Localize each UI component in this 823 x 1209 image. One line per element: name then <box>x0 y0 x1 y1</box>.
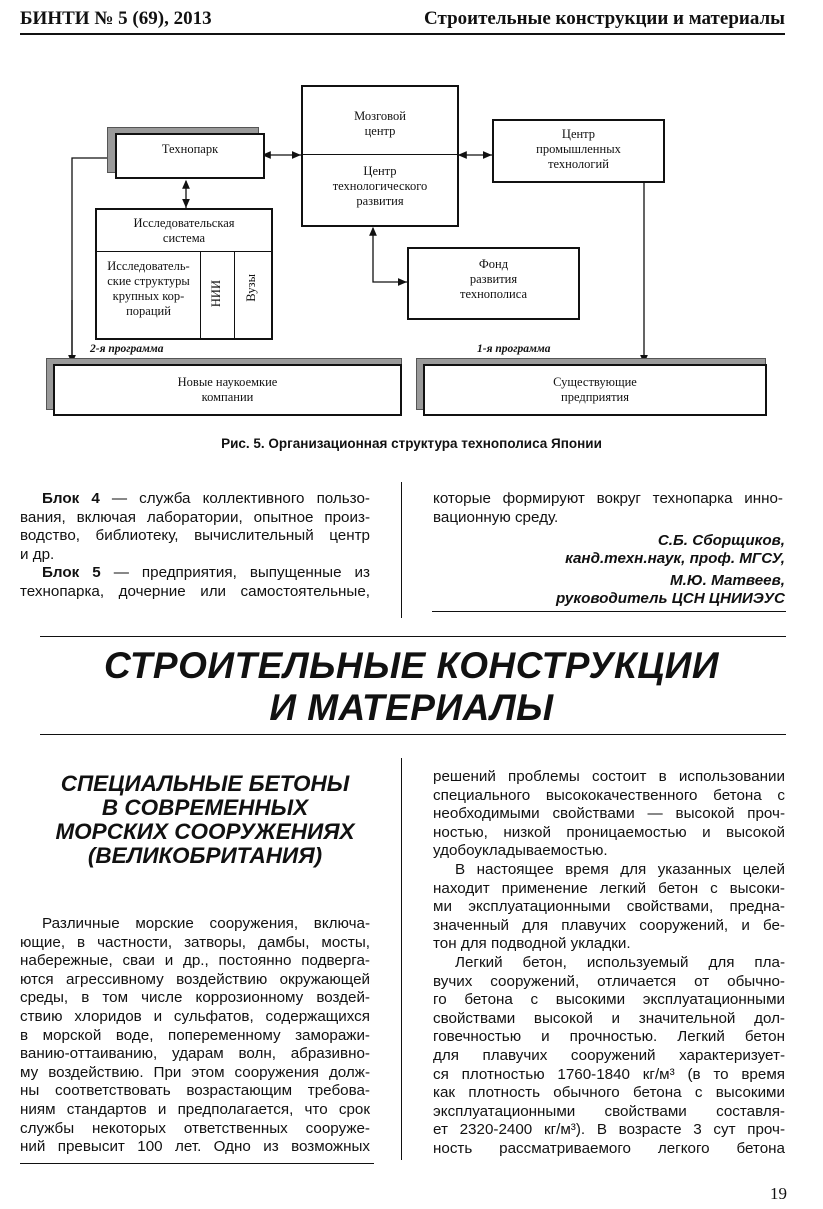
left-line-7: ванию-оттаиванию, ударам волн, абразивно- <box>20 1045 370 1063</box>
corp-research-line4: пораций <box>126 304 171 318</box>
left-line-8: му воздействию. При этом сооружения долж- <box>20 1063 370 1081</box>
block5-label: Блок 5 <box>42 564 101 582</box>
upper-column-rule <box>401 482 402 618</box>
right-line-2: необходимыми свойствами — высокой проч- <box>433 805 785 823</box>
existing-box <box>423 364 767 416</box>
right-line-15: для плавучих сооружений характеризует- <box>433 1046 785 1064</box>
right-line-12: го бетона с высокими эксплуатационными <box>433 991 785 1009</box>
org-structure-diagram <box>0 0 823 430</box>
right-line-18: эксплуатационными свойствами составля- <box>433 1102 785 1120</box>
right-line-14: говечностью и прочностью. Легкий бетон <box>433 1028 785 1046</box>
article-title-line4: (ВЕЛИКОБРИТАНИЯ) <box>87 843 323 868</box>
fund-box <box>407 247 580 320</box>
article-title-line3: МОРСКИХ СООРУЖЕНИЯХ <box>55 819 355 844</box>
new-companies-line1: Новые наукоемкие <box>177 375 278 389</box>
right-line-6: находит применение легкий бетон с высоки- <box>433 879 785 897</box>
vuzy-label: Вузы <box>244 274 258 302</box>
right-line-7: ми эксплуатационными свойствами, предна- <box>433 898 785 916</box>
program1-label: 1-я программа <box>477 343 551 355</box>
industrial-center-box <box>492 119 665 183</box>
author-rule <box>432 611 786 612</box>
right-line-4: удобоукладываемостью. <box>433 842 608 860</box>
existing-line2: предприятия <box>561 390 629 404</box>
block4-line2: вания, включая лаборатории, опытное произ- <box>20 508 370 526</box>
right-line-1: специального высококачественного бетона с <box>433 786 785 804</box>
section-title-line1: СТРОИТЕЛЬНЫЕ КОНСТРУКЦИИ <box>104 645 719 686</box>
left-line-11: службы некоторых ответственных сооруже- <box>20 1119 370 1137</box>
corp-research-line1: Исследователь- <box>107 259 190 273</box>
journal-issue: БИНТИ № 5 (69), 2013 <box>20 8 212 29</box>
right-line-0: решений проблемы состоит в использовании <box>433 768 785 785</box>
upper-left-text <box>20 490 370 602</box>
upper-right-text <box>433 490 783 527</box>
figure-caption: Рис. 5. Организационная структура технополиса Японии <box>221 436 602 451</box>
left-line-5: ствию хлоридов и сульфатов, содержащихся <box>20 1007 370 1025</box>
left-line-4: среды, в том числе коррозионному воздей- <box>20 989 370 1007</box>
left-line-2: набережные, сваи и др., постоянно подверга- <box>20 952 370 970</box>
research-system-box <box>95 208 273 340</box>
left-line-6: в морской воде, попеременному заморажи- <box>20 1026 370 1044</box>
left-line-0: Различные морские сооружения, включа- <box>42 915 370 932</box>
right-line-3: ностью, низкой проницаемостью и высокой <box>433 823 785 841</box>
right-body-column <box>433 768 785 1158</box>
block4-label: Блок 4 <box>42 490 100 507</box>
left-line-1: ющие, в частности, затворы, дамбы, мосты, <box>20 933 370 951</box>
section-top-rule <box>40 636 786 637</box>
right-line-17: как плотность обычного бетона с высокими <box>433 1084 785 1102</box>
link-center-fund <box>373 228 407 282</box>
section-bottom-rule <box>40 734 786 735</box>
right-line-16: ся плотностью 1760-1840 кг/м³ (в то время <box>433 1065 785 1083</box>
new-companies-box <box>53 364 402 416</box>
left-body-column <box>20 915 370 1157</box>
section-title <box>0 645 823 729</box>
right-line-11: вучих сооружений, отличается от обычно- <box>433 972 785 990</box>
brain-center-line1: Мозговой <box>354 109 406 123</box>
new-companies-line2: компании <box>201 390 254 404</box>
left-line-9: ны соответствовать возрастающим требова- <box>20 1082 370 1100</box>
technopark-box <box>115 133 265 179</box>
industrial-line3: технологий <box>548 157 609 171</box>
author2-name: М.Ю. Матвеев, <box>669 572 785 589</box>
left-line-10: ниям стандартов и предполагается, что срок <box>20 1100 370 1118</box>
right-line-9: тон для подводной укладки. <box>433 935 631 953</box>
author2-title: руководитель ЦСН ЦНИИЭУС <box>556 590 785 607</box>
right-line-19: ет 2320-2400 кг/м³). В возрасте 3 сут проч- <box>433 1121 785 1139</box>
block4-line1: Блок 4 — служба коллективного пользо- <box>42 490 370 507</box>
block4-line3: водство, библиотеку, вычислительный центр <box>20 527 370 545</box>
author1-title: канд.техн.наук, проф. МГСУ, <box>565 550 785 567</box>
page-number: 19 <box>770 1184 787 1203</box>
brain-center-line2: центр <box>364 124 396 138</box>
block5-line2: технопарка, дочерние или самостоятельные, <box>20 582 370 600</box>
tech-dev-line2: технологического <box>332 179 428 193</box>
author1-name: С.Б. Сборщиков, <box>657 532 785 549</box>
journal-section: Строительные конструкции и материалы <box>424 8 785 29</box>
right-line-10: Легкий бетон, используемый для пла- <box>455 953 785 971</box>
brain-center-box <box>301 85 459 227</box>
corp-research-line2: ские структуры <box>107 274 190 288</box>
right-line1: которые формируют вокруг технопарка инно- <box>433 490 783 507</box>
right-line-13: свойствами высокой и значительной дол- <box>433 1009 785 1027</box>
fund-line2: развития <box>469 272 518 286</box>
brain-center-divider <box>303 154 457 155</box>
right-line-20: ность рассматриваемого легкого бетона <box>433 1139 785 1157</box>
industrial-line2: промышленных <box>536 142 621 156</box>
program2-label: 2-я программа <box>90 343 164 355</box>
right-line-5: В настоящее время для указанных целей <box>455 860 785 878</box>
left-line-12: ний превысит 100 лет. Одно из возможных <box>20 1138 370 1156</box>
article-title-line1: СПЕЦИАЛЬНЫЕ БЕТОНЫ <box>60 771 350 796</box>
existing-line1: Существующие <box>553 375 637 389</box>
research-system-line2: система <box>162 231 206 245</box>
nii-label: НИИ <box>209 280 223 308</box>
fund-line1: Фонд <box>478 257 509 271</box>
article-title <box>20 772 390 868</box>
tech-dev-line1: Центр <box>363 164 397 178</box>
article-title-line2: В СОВРЕМЕННЫХ <box>101 795 309 820</box>
left-line-3: ются агрессивному воздействию окружающей <box>20 970 370 988</box>
technopark-label: Технопарк <box>161 142 219 156</box>
research-divider <box>97 251 271 252</box>
body-column-rule <box>401 758 402 1160</box>
block4-line4: и др. <box>20 545 55 563</box>
tech-dev-line3: развития <box>356 194 404 208</box>
industrial-line1: Центр <box>561 127 596 141</box>
fund-line3: технополиса <box>460 287 527 301</box>
corp-research-line3: крупных кор- <box>112 289 185 303</box>
block5-line1: Блок 5 — предприятия, выпущенные из <box>42 564 370 582</box>
left-bottom-rule <box>20 1163 374 1164</box>
right-line-8: значенный для плавучих сооружений, и бе- <box>433 916 785 934</box>
research-system-line1: Исследовательская <box>133 216 235 230</box>
section-title-line2: И МАТЕРИАЛЫ <box>269 687 554 728</box>
right-line2: вационную среду. <box>433 508 559 526</box>
